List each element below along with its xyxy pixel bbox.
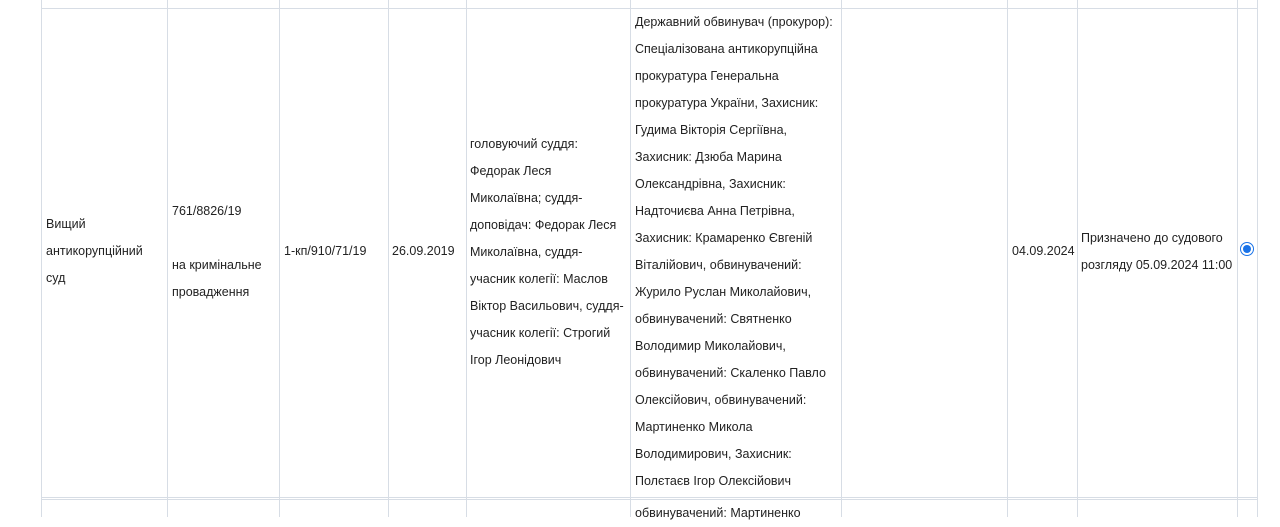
column-divider <box>41 0 42 517</box>
row-select-radio[interactable] <box>1240 242 1254 256</box>
registration-date-cell: 26.09.2019 <box>392 244 455 258</box>
participants-cell: обвинувачений: Мартиненко <box>635 506 801 520</box>
column-divider <box>1077 0 1078 517</box>
column-divider <box>167 0 168 517</box>
column-divider <box>466 0 467 517</box>
column-divider <box>1007 0 1008 517</box>
judges-cell: головуючий суддя: Федорак Леся Миколаївна; суддя- доповідач: Федорак Леся Миколаївна, суддя- учасник колегії: Маслов Віктор Васильович, суддя- учасник колегії: Строгий Ігор Леонідович <box>470 137 624 367</box>
column-divider <box>279 0 280 517</box>
proceeding-number-cell: 1-кп/910/71/19 <box>284 244 367 258</box>
column-divider <box>630 0 631 517</box>
column-divider <box>388 0 389 517</box>
radio-selected-dot <box>1243 245 1251 253</box>
column-divider <box>841 0 842 517</box>
decision-date-cell: 04.09.2024 <box>1012 244 1075 258</box>
participants-cell: Державний обвинувач (прокурор): Спеціалізована антикорупційна прокуратура Генеральна прокуратура України, Захисник: Гудима Вікторія Сергіївна, Захисник: Дзюба Марина Олександрівна, Захисник: Надточиєва Анна Петрівна, Захисник: Крамаренко Євгеній Віталійович, обвинувачений: Журило Руслан Миколайович, обвинувачений: Святненко Володимир Миколайович, обвинувачений: Скаленко Павло Олексійович, обвинувачений: Мартиненко Микола Володимирович, Захисник: Полєтаєв Ігор Олексійович <box>635 15 833 488</box>
status-cell: Призначено до судового розгляду 05.09.2024 11:00 <box>1081 231 1233 272</box>
court-name-cell: Вищий антикорупційний суд <box>46 217 143 285</box>
column-divider <box>1257 0 1258 517</box>
row-divider <box>41 497 1258 498</box>
column-divider <box>1237 0 1238 517</box>
case-type-text: на кримінальне провадження <box>172 258 262 299</box>
case-number-cell <box>172 198 276 306</box>
case-number-link[interactable]: 761/8826/19 <box>172 204 242 218</box>
